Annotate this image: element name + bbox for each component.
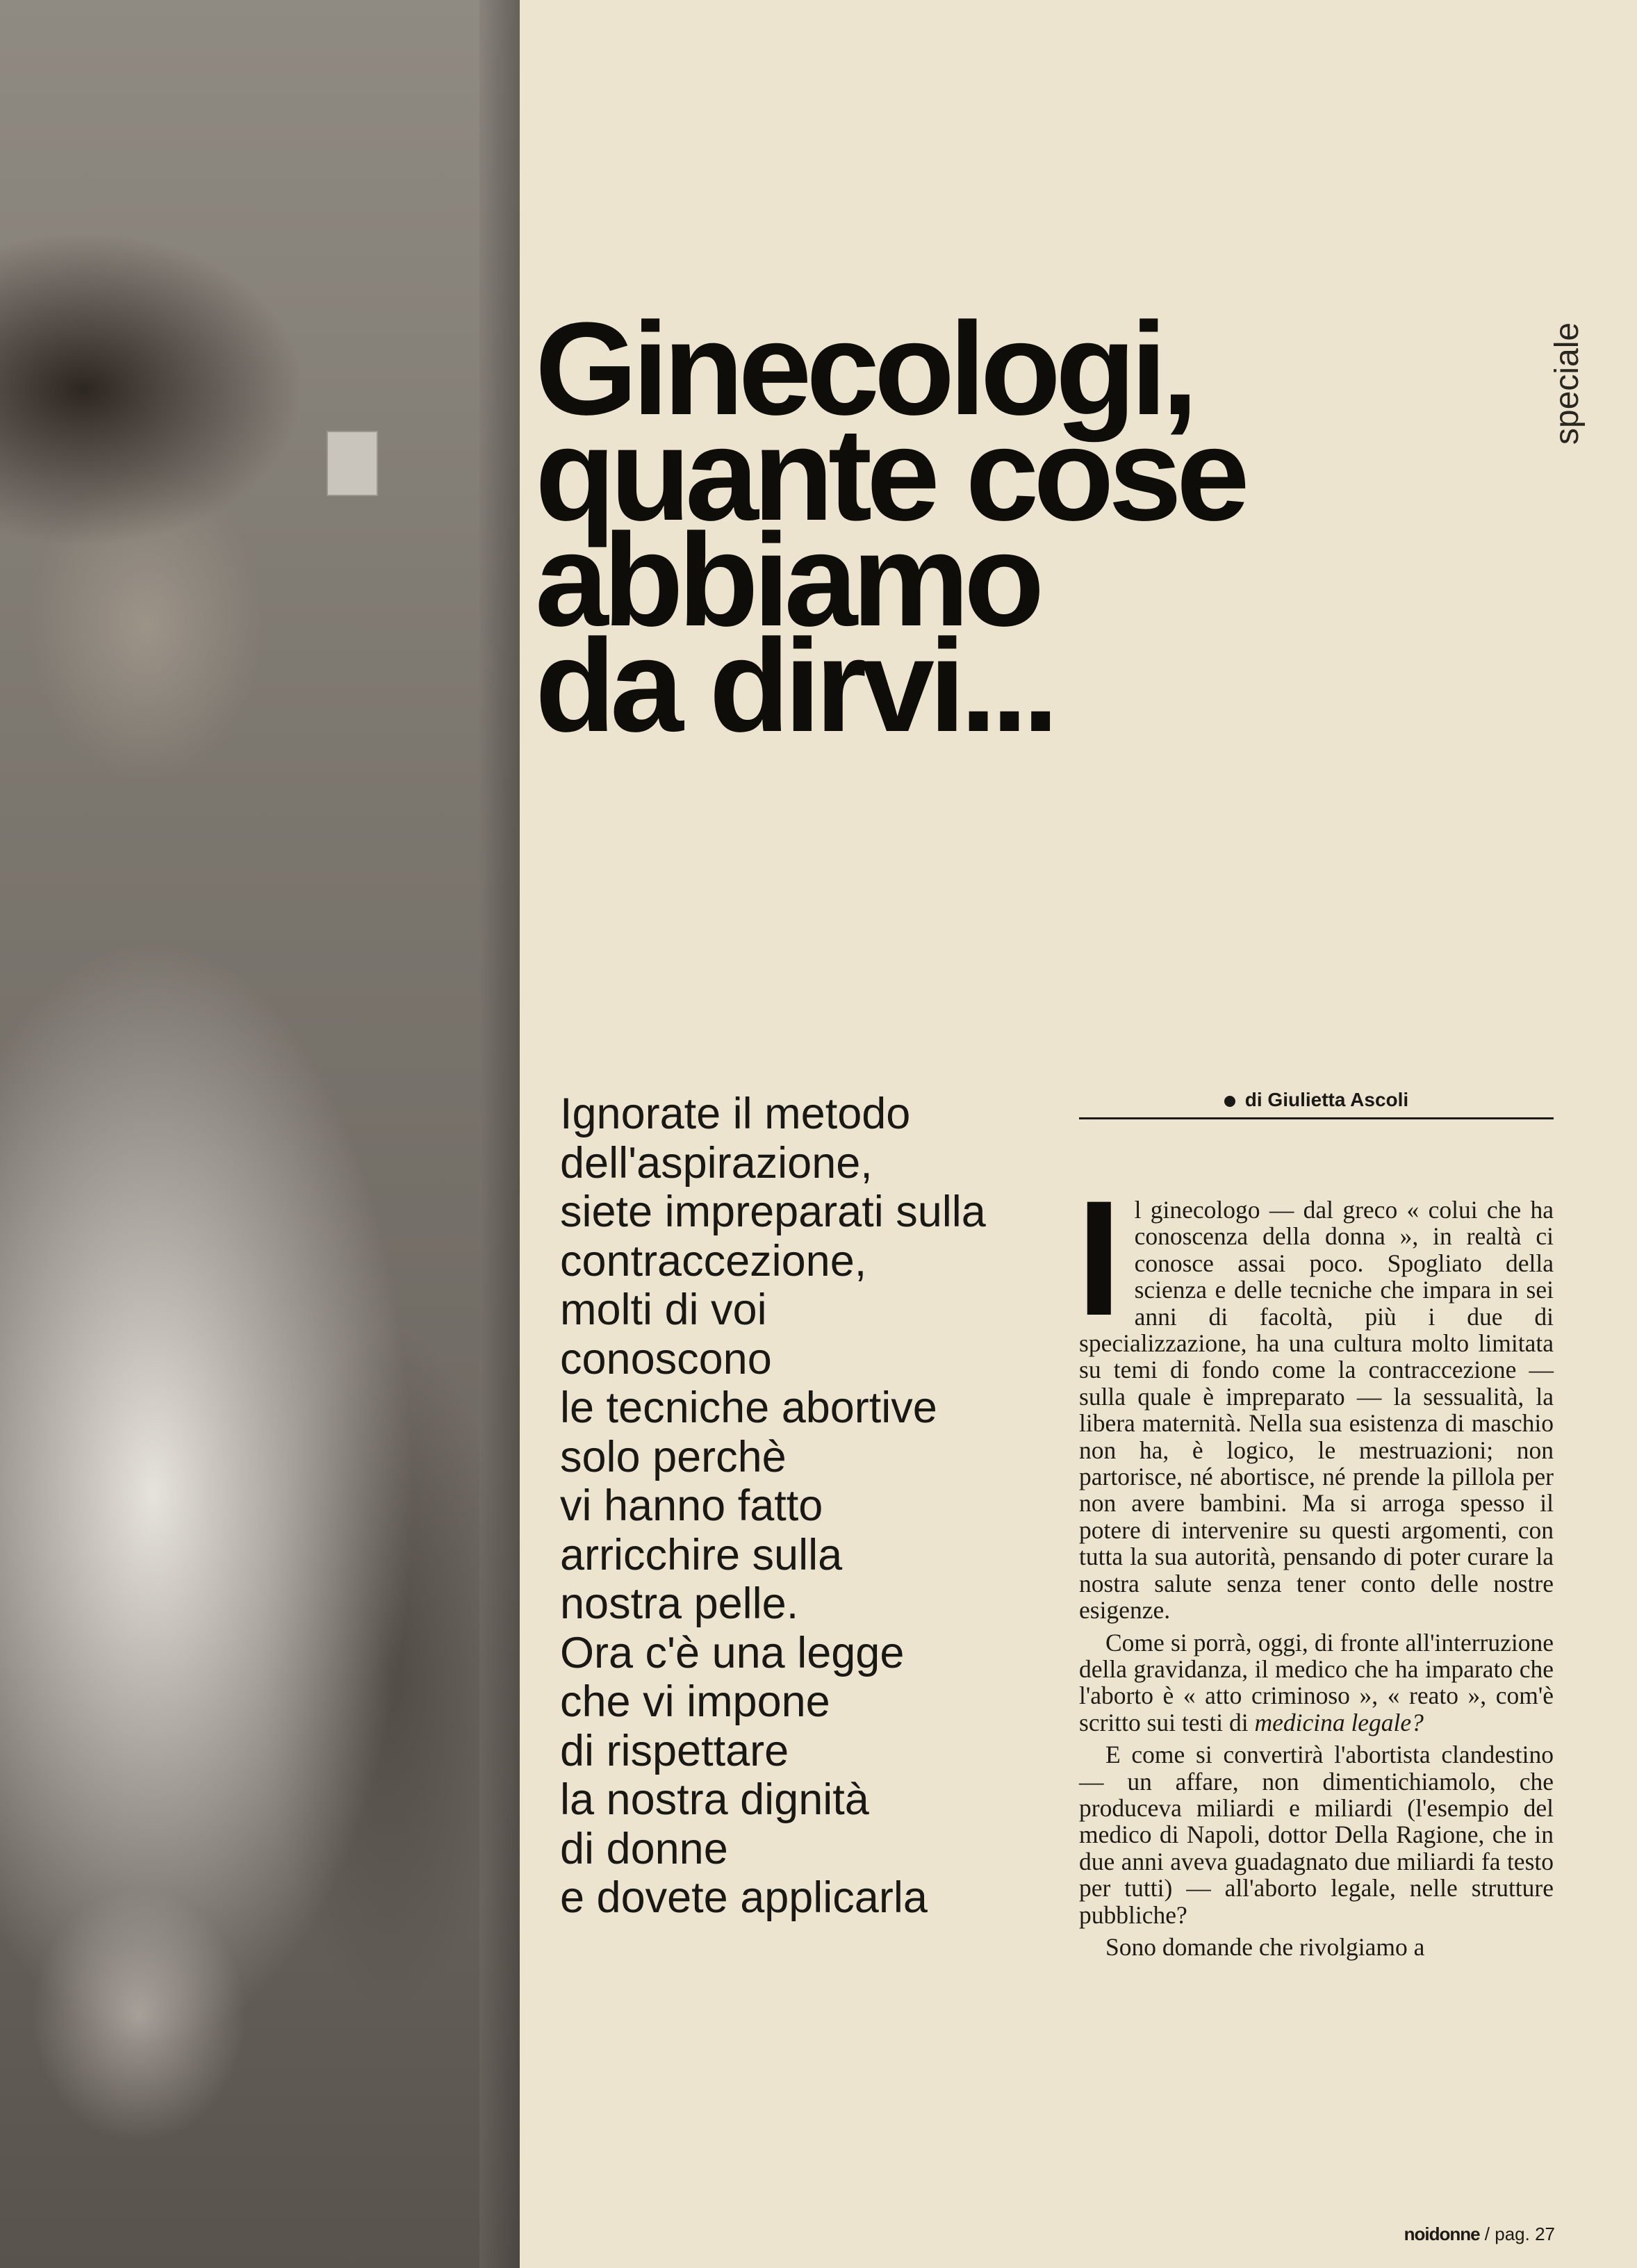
deck-text: [560, 1090, 1060, 1923]
page-number: / pag. 27: [1484, 2224, 1555, 2244]
deck-line: nostra pelle.: [560, 1579, 799, 1628]
deck-line: Ora c'è una legge: [560, 1628, 905, 1677]
paragraph: E come si convertirà l'abortista clandestino — un affare, non dimentichiamolo, che produceva miliardi e miliardi (l'esempio del medico di Napoli, dottor Della Ragione, che in due anni aveva guadagnato due miliardi fa testo per tutti) — all'aborto legale, nelle strutture pubbliche?: [1079, 1741, 1554, 1929]
section-tag: speciale: [1549, 322, 1586, 445]
deck-line: siete impreparati sulla: [560, 1188, 986, 1236]
italic-term: medicina legale?: [1254, 1708, 1424, 1736]
headline-line: quante cose: [535, 401, 1244, 548]
paragraph: [1079, 1629, 1554, 1736]
deck-line: la nostra dignità: [560, 1775, 869, 1824]
doctor-photo: [0, 0, 520, 2268]
headline: [535, 295, 1556, 759]
deck-line: e dovete applicarla: [560, 1873, 928, 1922]
paragraph: [1076, 1167, 1554, 1625]
deck-line: che vi impone: [560, 1677, 830, 1726]
deck-line: di donne: [560, 1824, 728, 1873]
paragraph: Sono domande che rivolgiamo a: [1105, 1932, 1425, 1961]
deck-line: Ignorate il metodo: [560, 1090, 911, 1138]
headline-line: da dirvi...: [535, 612, 1054, 759]
byline-text: di Giulietta Ascoli: [1244, 1089, 1409, 1110]
byline: [1079, 1083, 1554, 1117]
deck-line: conoscono: [560, 1334, 772, 1383]
paragraph-text: Come si porrà, oggi, di fronte all'interruzione della gravidanza, il medico che ha imparato che l'aborto è « atto criminoso », « reato », com'è scritto sui testi di: [1079, 1628, 1554, 1736]
byline-rule: [1079, 1117, 1554, 1119]
drop-cap: I: [1076, 1167, 1122, 1350]
headline-line: abbiamo: [535, 507, 1039, 654]
deck-line: vi hanno fatto: [560, 1481, 823, 1530]
deck-line: di rispettare: [560, 1726, 789, 1775]
page-footer: [1336, 2220, 1555, 2248]
deck-line: solo perchè: [560, 1432, 787, 1481]
photo-edge-shadow: [479, 0, 520, 2268]
article-body: [1076, 1167, 1554, 1961]
wall-switch-plate: [327, 431, 378, 496]
deck-line: arricchire sulla: [560, 1530, 843, 1579]
deck-line: dell'aspirazione,: [560, 1138, 873, 1188]
deck-line: le tecniche abortive: [560, 1383, 937, 1432]
deck-line: contraccezione,: [560, 1236, 867, 1285]
paragraph-text: l ginecologo — dal greco « colui che ha conoscenza della donna », in realtà ci conosce assai poco. Spogliato della scienza e delle tecniche che impara in sei anni di facoltà, più i due di specializzazione, ha una cultura molto limitata su temi di fondo come la contraccezione — sulla quale è impreparato — la sessualità, la libera maternità. Nella sua esistenza di maschio non ha, è logico, le mestruazioni; non partorisce, né abortisce, né prende la pillola per non avere bambini. Ma si arroga spesso il potere di intervenire su questi argomenti, con tutta la sua autorità, pensando di poter curare la nostra salute senza tener conto delle nostre esigenze.: [1079, 1196, 1554, 1625]
bullet-icon: [1224, 1096, 1235, 1107]
headline-line: Ginecologi,: [535, 295, 1193, 443]
deck-line: molti di voi: [560, 1285, 767, 1334]
magazine-name: noidonne: [1404, 2224, 1480, 2244]
